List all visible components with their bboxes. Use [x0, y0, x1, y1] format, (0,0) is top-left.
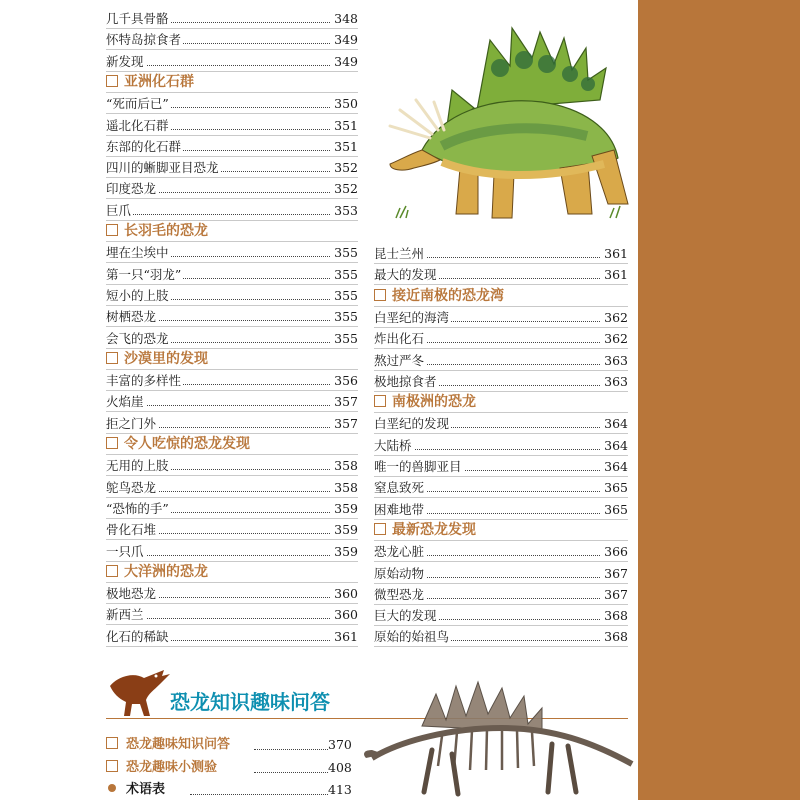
- toc-entry[interactable]: [106, 413, 358, 434]
- toc-page-number: 349: [331, 51, 358, 72]
- toc-entry-title: 拒之门外: [106, 413, 158, 434]
- toc-entry-title: 一只爪: [106, 541, 146, 562]
- toc-entry-title: 骨化石堆: [106, 519, 158, 540]
- toc-page-number: 352: [331, 157, 358, 178]
- toc-entry-title: 困难地带: [374, 499, 426, 520]
- toc-page-number: 360: [331, 604, 358, 625]
- toc-entry-title: 白垩纪的发现: [374, 413, 451, 434]
- toc-entry[interactable]: [374, 563, 628, 584]
- toc-page-number: 357: [331, 391, 358, 412]
- toc-page-number: 355: [331, 242, 358, 263]
- stegosaurus-skeleton-illustration: [362, 680, 638, 800]
- toc-entry[interactable]: [106, 328, 358, 349]
- toc-entry[interactable]: [106, 455, 358, 476]
- toc-entry-title: 熬过严冬: [374, 350, 426, 371]
- toc-page-number: 351: [331, 115, 358, 136]
- toc-entry[interactable]: [106, 136, 358, 157]
- toc-entry-title: 微型恐龙: [374, 584, 426, 605]
- toc-section-heading[interactable]: [106, 434, 358, 455]
- toc-entry[interactable]: [106, 29, 358, 50]
- toc-page-number: 355: [331, 328, 358, 349]
- toc-page-number: 360: [331, 583, 358, 604]
- toc-entry-title: 恐龙心脏: [374, 541, 426, 562]
- dot-leader: [254, 772, 328, 773]
- checkbox-square-icon: [106, 737, 118, 749]
- toc-section-heading[interactable]: [106, 349, 358, 370]
- toc-page-number: 408: [328, 760, 352, 775]
- toc-entry-title: 极地恐龙: [106, 583, 158, 604]
- toc-entry-title: 埋在尘埃中: [106, 242, 171, 263]
- toc-entry[interactable]: [106, 626, 358, 647]
- toc-entry[interactable]: [106, 157, 358, 178]
- toc-page-number: 358: [331, 477, 358, 498]
- theropod-silhouette-icon: [104, 664, 174, 720]
- toc-entry[interactable]: [374, 264, 628, 285]
- toc-entry[interactable]: [374, 371, 628, 392]
- toc-entry-title: 原始的始祖鸟: [374, 626, 451, 647]
- toc-entry[interactable]: [106, 757, 356, 779]
- row-divider: [106, 646, 358, 647]
- toc-entry[interactable]: [106, 115, 358, 136]
- toc-right-column: [374, 243, 628, 653]
- toc-page-number: 351: [331, 136, 358, 157]
- dot-leader: [254, 749, 328, 750]
- toc-entry-title: 白垩纪的海湾: [374, 307, 451, 328]
- toc-page-number: 368: [601, 626, 628, 647]
- toc-page-number: 352: [331, 178, 358, 199]
- toc-entry-title: 新发现: [106, 51, 146, 72]
- toc-page-number: 365: [601, 477, 628, 498]
- toc-page-number: 364: [601, 413, 628, 434]
- toc-section-title: 大洋洲的恐龙: [124, 563, 208, 580]
- toc-entry-title: 炸出化石: [374, 328, 426, 349]
- toc-section-heading[interactable]: [106, 562, 358, 583]
- toc-entry-title: 第一只“羽龙”: [106, 264, 183, 285]
- toc-entry-title: 遥北化石群: [106, 115, 171, 136]
- toc-section-heading[interactable]: [106, 72, 358, 93]
- toc-section-title: 最新恐龙发现: [392, 521, 476, 538]
- toc-page-number: 367: [601, 563, 628, 584]
- toc-section-heading[interactable]: [374, 520, 628, 541]
- toc-entry-title: 唯一的兽脚亚目: [374, 456, 464, 477]
- toc-entry[interactable]: [106, 370, 358, 391]
- toc-entry[interactable]: [106, 779, 356, 801]
- bullet-dot-icon: [108, 784, 116, 792]
- toc-section-title: 南极洲的恐龙: [392, 394, 476, 411]
- toc-section-title: 沙漠里的发现: [124, 350, 208, 367]
- toc-entry-title: 印度恐龙: [106, 178, 158, 199]
- checkbox-square-icon: [106, 224, 118, 236]
- checkbox-square-icon: [374, 289, 386, 301]
- checkbox-square-icon: [106, 437, 118, 449]
- toc-entry-title: 短小的上肢: [106, 285, 171, 306]
- toc-entry[interactable]: [106, 734, 356, 756]
- toc-entry-title: 几千具骨骼: [106, 8, 171, 29]
- toc-section-heading[interactable]: [374, 286, 628, 307]
- toc-entry[interactable]: [106, 583, 358, 604]
- toc-entry[interactable]: [374, 605, 628, 626]
- checkbox-square-icon: [106, 565, 118, 577]
- toc-entry[interactable]: [106, 306, 358, 327]
- toc-page-number: 348: [331, 8, 358, 29]
- toc-entry[interactable]: [374, 541, 628, 562]
- toc-entry[interactable]: [106, 178, 358, 199]
- toc-page-number: 364: [601, 456, 628, 477]
- toc-entry[interactable]: [374, 584, 628, 605]
- toc-entry-title: “死而后已”: [106, 93, 171, 114]
- toc-page-number: 359: [331, 519, 358, 540]
- toc-entry-title: 火焰崖: [106, 391, 146, 412]
- toc-page-number: 355: [331, 264, 358, 285]
- toc-entry[interactable]: [106, 242, 358, 263]
- toc-entry[interactable]: [374, 477, 628, 498]
- toc-page-number: 368: [601, 605, 628, 626]
- checkbox-square-icon: [374, 523, 386, 535]
- toc-page-number: 413: [328, 782, 352, 797]
- banner-title: 恐龙知识趣味问答: [170, 690, 330, 714]
- checkbox-square-icon: [106, 352, 118, 364]
- toc-page-number: 356: [331, 370, 358, 391]
- toc-page-number: 349: [331, 29, 358, 50]
- toc-entry-title: 怀特岛掠食者: [106, 29, 183, 50]
- toc-entry-title: 大陆桥: [374, 435, 414, 456]
- toc-page-number: 363: [601, 371, 628, 392]
- toc-entry[interactable]: [106, 51, 358, 72]
- toc-page-number: 366: [601, 541, 628, 562]
- toc-page-number: 365: [601, 499, 628, 520]
- toc-entry[interactable]: [374, 243, 628, 264]
- toc-entry-title: 无用的上肢: [106, 455, 171, 476]
- row-divider: [374, 646, 628, 647]
- toc-section-title: 令人吃惊的恐龙发现: [124, 436, 250, 452]
- toc-entry[interactable]: [106, 93, 358, 114]
- toc-page-number: 361: [331, 626, 358, 647]
- toc-page-number: 358: [331, 455, 358, 476]
- toc-entry[interactable]: [374, 499, 628, 520]
- toc-entry[interactable]: [106, 285, 358, 306]
- toc-entry[interactable]: [374, 626, 628, 647]
- toc-page-number: 370: [328, 737, 352, 752]
- toc-page-number: 367: [601, 584, 628, 605]
- toc-entry-title: 东部的化石群: [106, 136, 183, 157]
- toc-entry-title: 新西兰: [106, 604, 146, 625]
- stegosaurus-illustration: [382, 18, 632, 228]
- checkbox-square-icon: [106, 760, 118, 772]
- checkbox-square-icon: [106, 75, 118, 87]
- toc-entry-title: 巨爪: [106, 200, 133, 221]
- toc-page-number: 350: [331, 93, 358, 114]
- toc-entry-title: 极地掠食者: [374, 371, 439, 392]
- toc-page-number: 361: [601, 264, 628, 285]
- checkbox-square-icon: [374, 395, 386, 407]
- toc-section-heading[interactable]: [374, 392, 628, 413]
- toc-page-number: 364: [601, 435, 628, 456]
- toc-entry-title: 鸵鸟恐龙: [106, 477, 158, 498]
- toc-entry-title: 巨大的发现: [374, 605, 439, 626]
- dot-leader: [190, 794, 328, 795]
- toc-left-column: [106, 8, 358, 648]
- toc-page-number: 362: [601, 328, 628, 349]
- toc-entry-title: “恐怖的手”: [106, 498, 171, 519]
- toc-entry-title: 恐龙趣味知识问答: [126, 737, 231, 752]
- toc-page-number: 359: [331, 541, 358, 562]
- toc-section-title: 亚洲化石群: [124, 73, 194, 90]
- toc-entry[interactable]: [106, 541, 358, 562]
- toc-entry[interactable]: [106, 264, 358, 285]
- toc-entry[interactable]: [106, 477, 358, 498]
- toc-section-title: 长羽毛的恐龙: [124, 223, 208, 239]
- toc-page-number: 355: [331, 306, 358, 327]
- toc-entry[interactable]: [374, 456, 628, 477]
- dot-leader: [106, 214, 358, 215]
- decorative-sidebar: [638, 0, 800, 800]
- toc-entry-title: 丰富的多样性: [106, 370, 183, 391]
- toc-entry-title: 四川的蜥脚亚目恐龙: [106, 157, 221, 178]
- toc-entry-title: 原始动物: [374, 563, 426, 584]
- toc-page-number: 355: [331, 285, 358, 306]
- toc-entry[interactable]: [106, 8, 358, 29]
- toc-section-title: 接近南极的恐龙湾: [392, 287, 504, 304]
- toc-entry-title: 树栖恐龙: [106, 306, 158, 327]
- toc-entry[interactable]: [106, 200, 358, 221]
- toc-entry-title: 会飞的恐龙: [106, 328, 171, 349]
- toc-page-number: 363: [601, 350, 628, 371]
- toc-entry[interactable]: [374, 435, 628, 456]
- toc-entry[interactable]: [106, 498, 358, 519]
- toc-section-heading[interactable]: [106, 221, 358, 242]
- toc-entry[interactable]: [374, 413, 628, 434]
- toc-page-number: 361: [601, 243, 628, 264]
- toc-page-number: 357: [331, 413, 358, 434]
- toc-entry[interactable]: [374, 307, 628, 328]
- toc-entry[interactable]: [106, 391, 358, 412]
- toc-page-number: 353: [331, 200, 358, 221]
- toc-page-number: 362: [601, 307, 628, 328]
- toc-entry[interactable]: [106, 604, 358, 625]
- toc-page-number: 359: [331, 498, 358, 519]
- toc-entry[interactable]: [106, 519, 358, 540]
- toc-entry-title: 恐龙趣味小测验: [126, 760, 218, 775]
- toc-entry[interactable]: [374, 350, 628, 371]
- toc-entry-title: 术语表: [126, 782, 166, 797]
- toc-entry[interactable]: [374, 328, 628, 349]
- toc-entry-title: 昆士兰州: [374, 243, 426, 264]
- toc-entry-title: 化石的稀缺: [106, 626, 171, 647]
- toc-entry-title: 窒息致死: [374, 477, 426, 498]
- toc-entry-title: 最大的发现: [374, 264, 439, 285]
